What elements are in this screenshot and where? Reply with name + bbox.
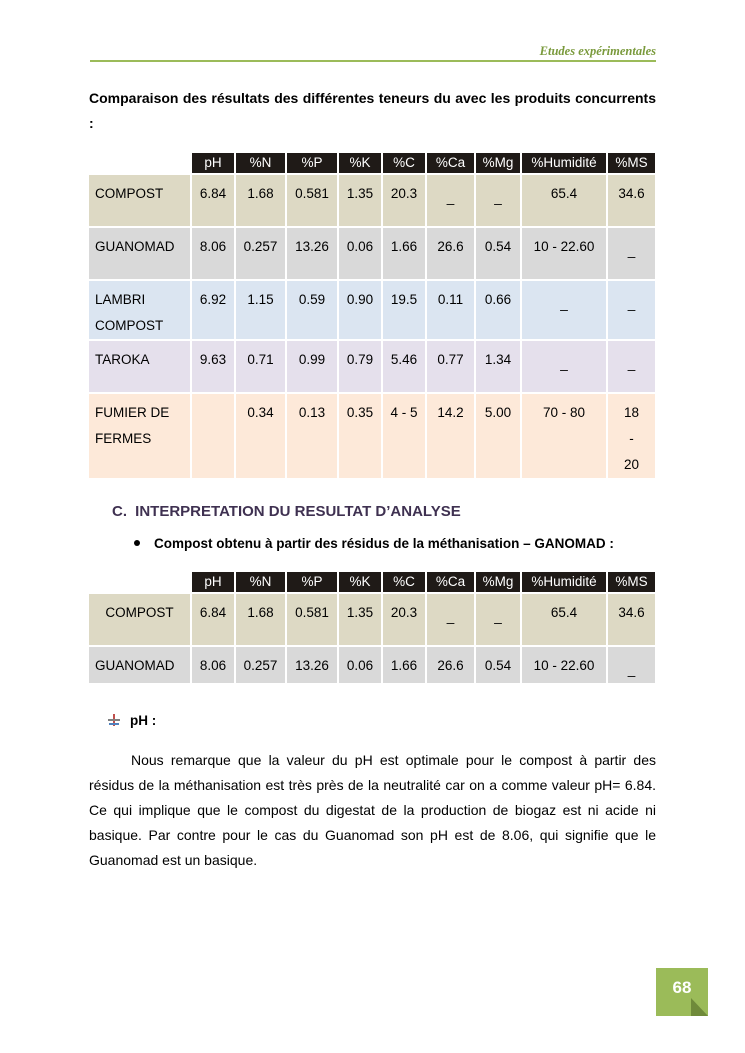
- header-cell: pH: [191, 153, 235, 174]
- header-cell: %N: [235, 153, 286, 174]
- table-cell: 34.6: [607, 174, 656, 227]
- table-cell: 13.26: [286, 227, 338, 280]
- bullet-dot-icon: [134, 540, 140, 546]
- table-cell: 0.71: [235, 340, 286, 393]
- page-fold-corner: [691, 998, 708, 1016]
- header-blank-cell: [89, 153, 191, 174]
- table-row: [89, 593, 656, 646]
- cross-bullet-icon: [108, 714, 120, 726]
- table-cell: 1.35: [338, 174, 382, 227]
- header-cell: %MS: [607, 153, 656, 174]
- table-cell: 26.6: [426, 646, 475, 684]
- header-cell: pH: [191, 572, 235, 593]
- header-cell: %N: [235, 572, 286, 593]
- table-cell: 0.59: [286, 280, 338, 340]
- header-cell: %Ca: [426, 153, 475, 174]
- table-cell: _: [426, 174, 475, 227]
- table-cell: 8.06: [191, 646, 235, 684]
- table-cell: 18 - 20: [607, 393, 656, 479]
- table-cell: _: [475, 174, 521, 227]
- table-cell: 1.68: [235, 593, 286, 646]
- table-cell: 5.00: [475, 393, 521, 479]
- row-name: COMPOST: [89, 174, 191, 227]
- header-cell: %P: [286, 153, 338, 174]
- table-row: [89, 340, 656, 393]
- header-cell: %C: [382, 153, 426, 174]
- table-cell: 0.99: [286, 340, 338, 393]
- section-label: C.: [112, 503, 127, 520]
- table-cell: _: [426, 593, 475, 646]
- table-cell: 1.34: [475, 340, 521, 393]
- table-cell: 8.06: [191, 227, 235, 280]
- header-cell: %Humidité: [521, 153, 607, 174]
- table-cell: 1.68: [235, 174, 286, 227]
- header-cell: %C: [382, 572, 426, 593]
- table-cell: _: [475, 593, 521, 646]
- section-heading: [112, 503, 461, 520]
- header-cell: %Mg: [475, 572, 521, 593]
- table-cell: 10 - 22.60: [521, 227, 607, 280]
- table-cell: 0.257: [235, 227, 286, 280]
- ph-heading-text: pH :: [130, 713, 157, 728]
- table-row: [89, 174, 656, 227]
- table-cell: [191, 393, 235, 479]
- header-rule: [90, 60, 656, 62]
- table-cell: 0.581: [286, 174, 338, 227]
- table-cell: 4 - 5: [382, 393, 426, 479]
- table-cell: 0.35: [338, 393, 382, 479]
- header-cell: %Mg: [475, 153, 521, 174]
- table-cell: 20.3: [382, 174, 426, 227]
- row-name: LAMBRI COMPOST: [89, 280, 191, 340]
- table-cell: 0.06: [338, 646, 382, 684]
- ph-heading: [108, 713, 156, 728]
- table-cell: 13.26: [286, 646, 338, 684]
- running-header: Etudes expérimentales: [539, 44, 656, 58]
- table-header-row: [89, 153, 656, 174]
- header-cell: %P: [286, 572, 338, 593]
- table-cell: 6.84: [191, 174, 235, 227]
- table-cell: 0.90: [338, 280, 382, 340]
- table-cell: 0.34: [235, 393, 286, 479]
- ph-paragraph: Nous remarque que la valeur du pH est optimale pour le compost à partir des résidus de la méthanisation est très près de la neutralité car on a comme valeur pH= 6.84. Ce qui implique que le compost du digestat de la production de biogaz est ni acide ni basique. Par contre pour le cas du Guanomad son pH est de 8.06, qui signifie que le Guanomad est un basique.: [89, 752, 656, 868]
- table-cell: 1.15: [235, 280, 286, 340]
- comparison-title: Comparaison des résultats des différentes teneurs du avec les produits concurrents :: [89, 90, 656, 131]
- row-name: COMPOST: [89, 593, 191, 646]
- table-cell: 0.257: [235, 646, 286, 684]
- table-cell: 65.4: [521, 174, 607, 227]
- table-cell: 10 - 22.60: [521, 646, 607, 684]
- table-cell: 0.54: [475, 646, 521, 684]
- row-name: GUANOMAD: [89, 227, 191, 280]
- header-cell: %MS: [607, 572, 656, 593]
- table-cell: 6.84: [191, 593, 235, 646]
- table-cell: 1.66: [382, 227, 426, 280]
- table-cell: 0.06: [338, 227, 382, 280]
- table-cell: 9.63: [191, 340, 235, 393]
- bullet-item: [134, 536, 614, 551]
- table-cell: 65.4: [521, 593, 607, 646]
- header-blank-cell: [89, 572, 191, 593]
- table-cell: 26.6: [426, 227, 475, 280]
- table-cell: 0.77: [426, 340, 475, 393]
- table-cell: 1.66: [382, 646, 426, 684]
- table-cell: _: [607, 227, 656, 280]
- table-row: [89, 646, 656, 684]
- table-cell: 34.6: [607, 593, 656, 646]
- table-cell: _: [521, 340, 607, 393]
- table-cell: 0.66: [475, 280, 521, 340]
- table-cell: 19.5: [382, 280, 426, 340]
- header-cell: %K: [338, 153, 382, 174]
- ganomad-table: [89, 572, 657, 685]
- header-cell: %Ca: [426, 572, 475, 593]
- table-cell: 0.581: [286, 593, 338, 646]
- row-name: TAROKA: [89, 340, 191, 393]
- table-cell: 5.46: [382, 340, 426, 393]
- bullet-text: Compost obtenu à partir des résidus de la méthanisation – GANOMAD :: [154, 536, 614, 551]
- table-cell: 0.11: [426, 280, 475, 340]
- page-number: 68: [672, 978, 692, 997]
- table-cell: 0.54: [475, 227, 521, 280]
- table-header-row: [89, 572, 656, 593]
- header-cell: %K: [338, 572, 382, 593]
- table-cell: 20.3: [382, 593, 426, 646]
- table-cell: 14.2: [426, 393, 475, 479]
- table-row: [89, 227, 656, 280]
- table-cell: 6.92: [191, 280, 235, 340]
- row-name: FUMIER DE FERMES: [89, 393, 191, 479]
- table-cell: 70 - 80: [521, 393, 607, 479]
- row-name: GUANOMAD: [89, 646, 191, 684]
- table-cell: _: [521, 280, 607, 340]
- header-cell: %Humidité: [521, 572, 607, 593]
- section-title: INTERPRETATION DU RESULTAT D’ANALYSE: [135, 503, 461, 520]
- table-row: [89, 393, 656, 479]
- table-cell: 0.13: [286, 393, 338, 479]
- table-cell: _: [607, 646, 656, 684]
- table-cell: 0.79: [338, 340, 382, 393]
- table-cell: 1.35: [338, 593, 382, 646]
- comparison-table: [89, 153, 657, 480]
- table-row: [89, 280, 656, 340]
- table-cell: _: [607, 340, 656, 393]
- table-cell: _: [607, 280, 656, 340]
